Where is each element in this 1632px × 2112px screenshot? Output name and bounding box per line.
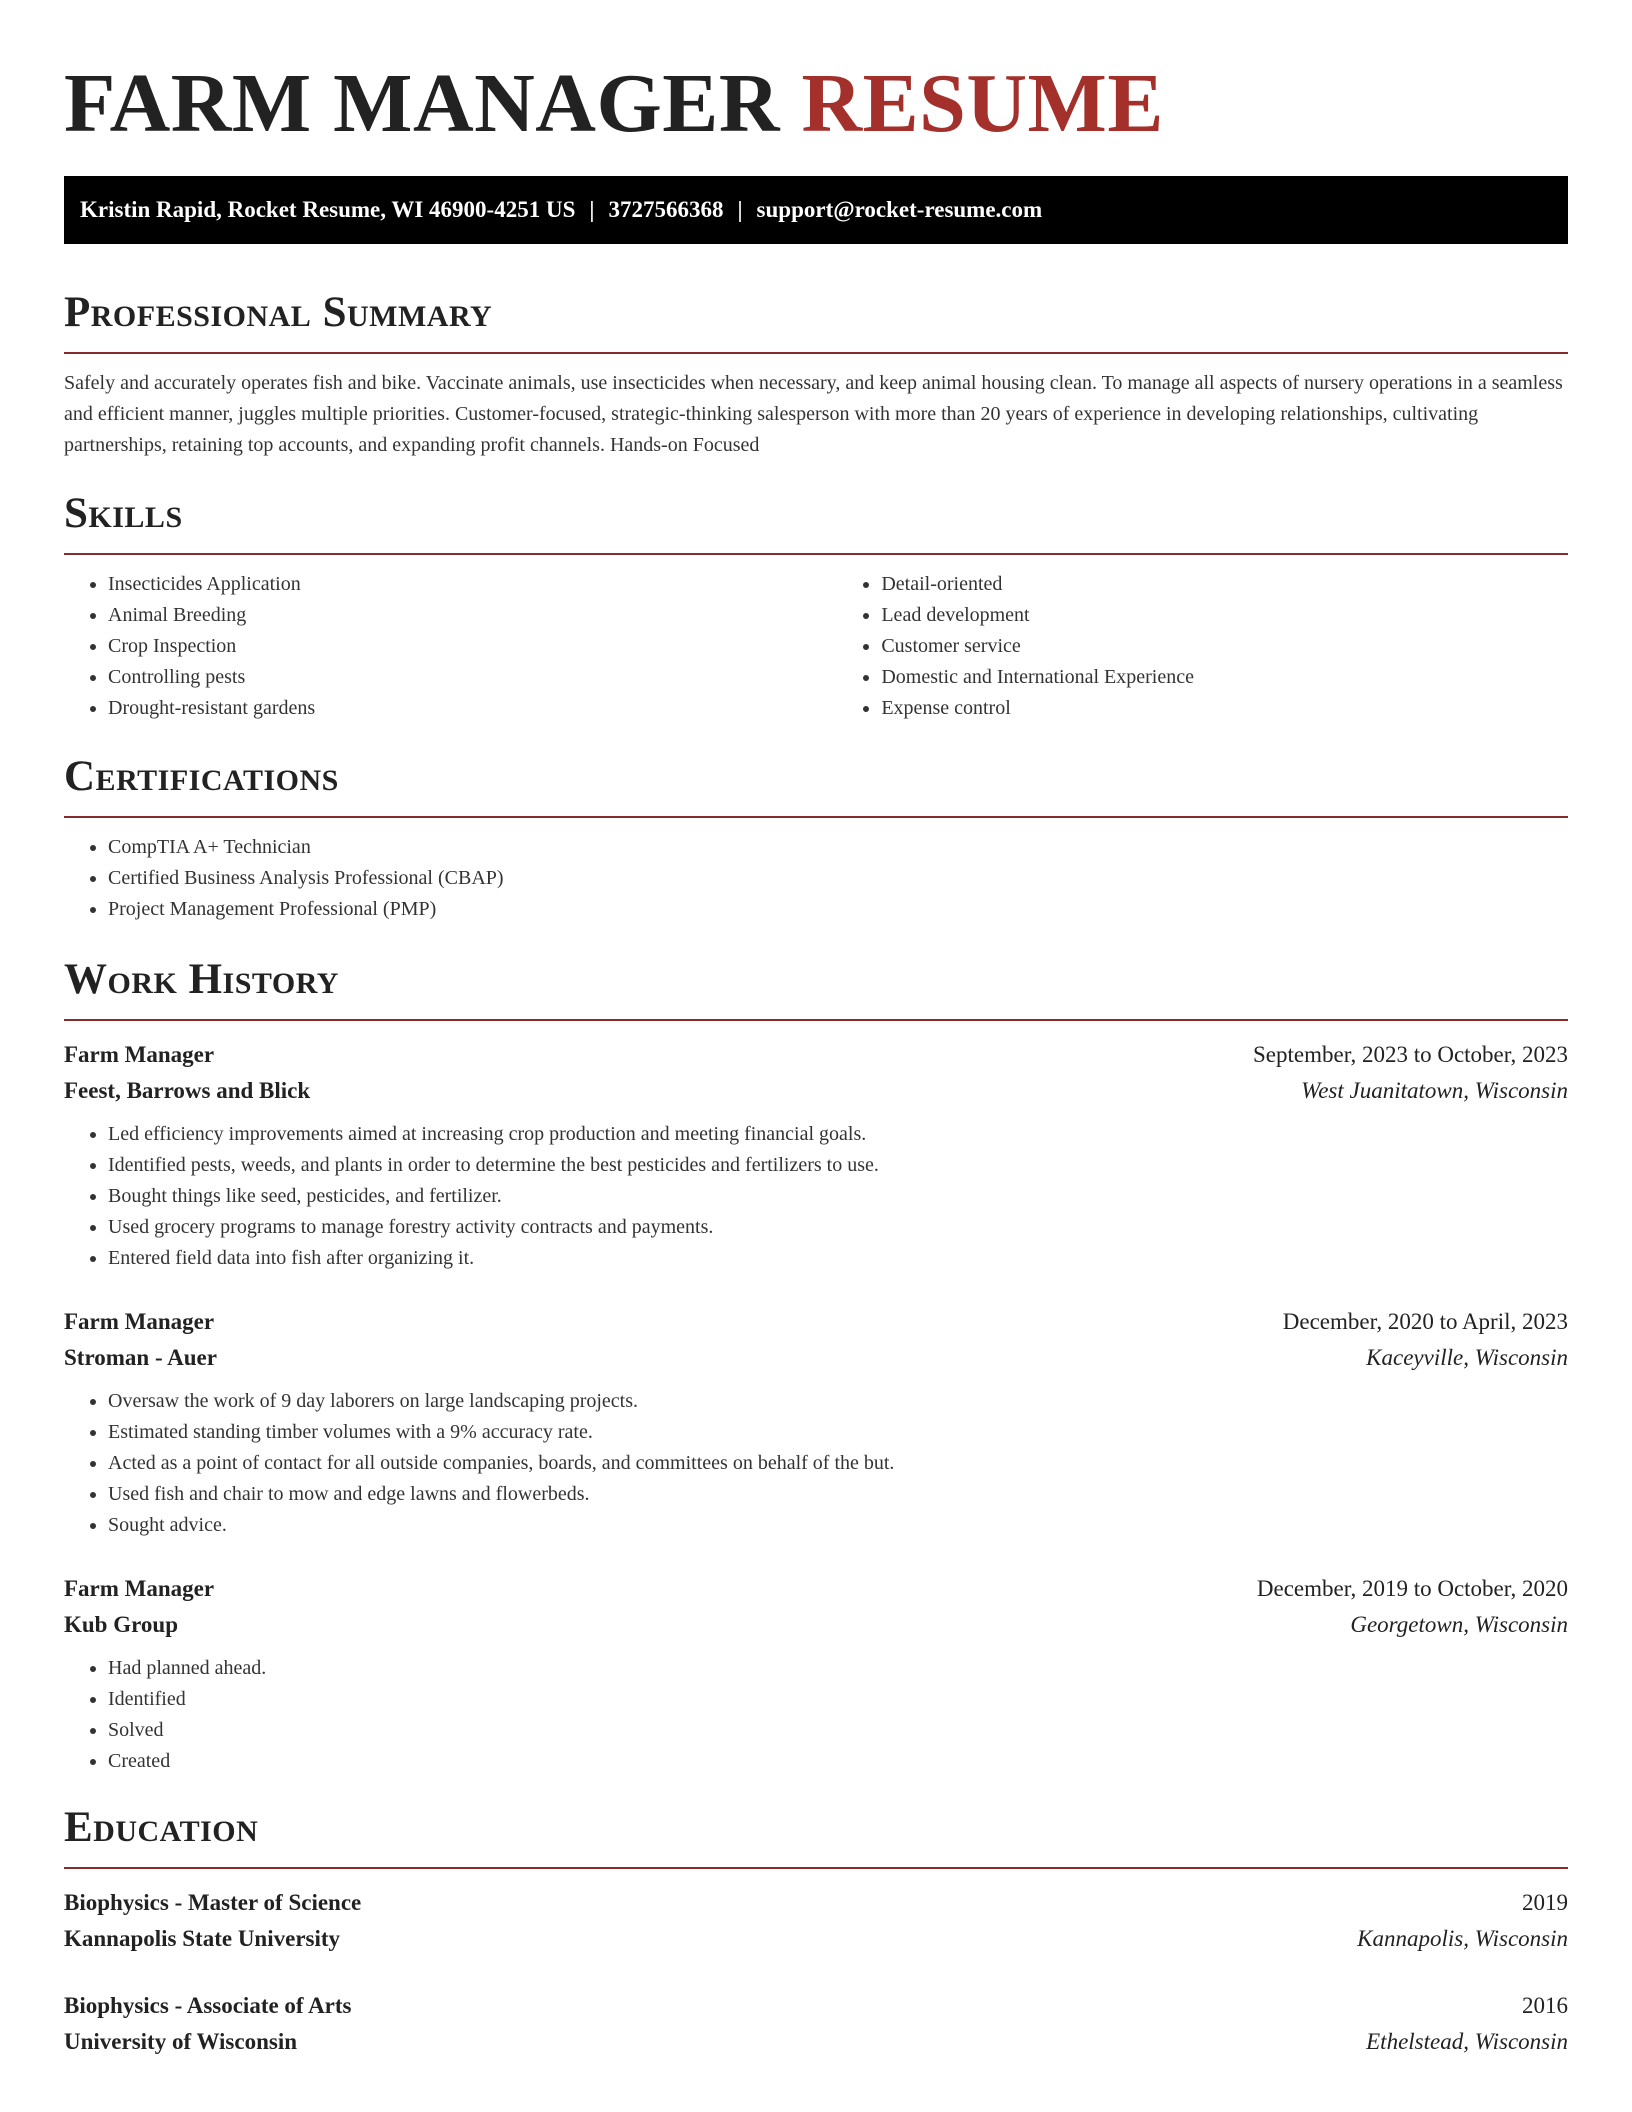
job-bullet: • Acted as a point of contact for all outside companies, boards, and committees on behalf of the but. bbox=[108, 1448, 1568, 1479]
title-main: FARM MANAGER bbox=[64, 57, 780, 150]
job-entry bbox=[64, 1037, 1568, 1274]
job-bullet: • Led efficiency improvements aimed at increasing crop production and meeting financial goals. bbox=[108, 1119, 1568, 1150]
education-degree: Biophysics - Associate of Arts bbox=[64, 1993, 352, 2018]
education-school: University of Wisconsin bbox=[64, 2029, 298, 2054]
job-title: Farm Manager bbox=[64, 1576, 215, 1601]
section-divider bbox=[64, 352, 1568, 354]
section-divider bbox=[64, 816, 1568, 818]
certifications-section bbox=[64, 752, 1568, 925]
skill-item: • Animal Breeding bbox=[108, 600, 837, 631]
job-company-row bbox=[64, 1607, 1568, 1643]
job-header-row bbox=[64, 1571, 1568, 1607]
job-bullet: • Solved bbox=[108, 1715, 1568, 1746]
certification-item: • Project Management Professional (PMP) bbox=[108, 894, 1568, 925]
page-title bbox=[64, 58, 1568, 150]
skill-item: • Customer service bbox=[881, 631, 1568, 662]
summary-text: Safely and accurately operates fish and bike. Vaccinate animals, use insecticides when necessary, and keep animal housing clean. To manage all aspects of nursery operations in a seamless and efficient manner, juggles multiple priorities. Customer-focused, strategic-thinking salesperson with more than 20 years of experience in developing relationships, cultivating partnerships, retaining top accounts, and expanding profit channels. Hands-on Focused bbox=[64, 372, 1563, 456]
job-bullet: • Bought things like seed, pesticides, and fertilizer. bbox=[108, 1181, 1568, 1212]
contact-bar bbox=[64, 176, 1568, 244]
job-bullet: • Created bbox=[108, 1746, 1568, 1777]
skill-item: • Detail-oriented bbox=[881, 569, 1568, 600]
skills-heading: Skills bbox=[64, 490, 183, 537]
skills-list-left bbox=[64, 569, 837, 724]
job-bullets bbox=[64, 1653, 1568, 1777]
skill-item: • Lead development bbox=[881, 600, 1568, 631]
skill-item: • Expense control bbox=[881, 693, 1568, 724]
skill-item: • Crop Inspection bbox=[108, 631, 837, 662]
skills-list-right bbox=[837, 569, 1568, 724]
job-company-row bbox=[64, 1073, 1568, 1109]
job-bullet: • Identified pests, weeds, and plants in order to determine the best pesticides and fertilizers to use. bbox=[108, 1150, 1568, 1181]
job-entry bbox=[64, 1571, 1568, 1777]
education-entry bbox=[64, 1885, 1568, 1957]
job-bullet: • Had planned ahead. bbox=[108, 1653, 1568, 1684]
education-school-row bbox=[64, 1921, 1568, 1957]
job-bullet: • Identified bbox=[108, 1684, 1568, 1715]
education-degree: Biophysics - Master of Science bbox=[64, 1890, 362, 1915]
job-bullet: • Estimated standing timber volumes with a 9% accuracy rate. bbox=[108, 1417, 1568, 1448]
job-dates: September, 2023 to October, 2023 bbox=[1253, 1042, 1568, 1067]
education-degree-row bbox=[64, 1988, 1568, 2024]
summary-section bbox=[64, 288, 1568, 461]
job-bullet: • Sought advice. bbox=[108, 1510, 1568, 1541]
skills-columns bbox=[64, 569, 1568, 724]
education-year: 2016 bbox=[1522, 1993, 1568, 2018]
job-bullet: • Entered field data into fish after organizing it. bbox=[108, 1243, 1568, 1274]
job-location: Kaceyville, Wisconsin bbox=[1366, 1345, 1568, 1370]
job-dates: December, 2020 to April, 2023 bbox=[1282, 1309, 1568, 1334]
job-header-row bbox=[64, 1037, 1568, 1073]
job-company-row bbox=[64, 1340, 1568, 1376]
job-bullet: • Used fish and chair to mow and edge lawns and flowerbeds. bbox=[108, 1479, 1568, 1510]
skill-item: • Domestic and International Experience bbox=[881, 662, 1568, 693]
job-bullet: • Used grocery programs to manage forestry activity contracts and payments. bbox=[108, 1212, 1568, 1243]
section-divider bbox=[64, 1019, 1568, 1021]
section-divider bbox=[64, 553, 1568, 555]
job-company: Feest, Barrows and Blick bbox=[64, 1078, 311, 1103]
certifications-list bbox=[64, 832, 1568, 925]
job-title: Farm Manager bbox=[64, 1309, 215, 1334]
certification-item: • Certified Business Analysis Professional (CBAP) bbox=[108, 863, 1568, 894]
summary-heading: Professional Summary bbox=[64, 289, 493, 336]
contact-phone: 3727566368 bbox=[608, 197, 724, 222]
education-school: Kannapolis State University bbox=[64, 1926, 341, 1951]
skill-item: • Controlling pests bbox=[108, 662, 837, 693]
certifications-heading: Certifications bbox=[64, 753, 339, 800]
work-history-section bbox=[64, 955, 1568, 1777]
job-entry bbox=[64, 1304, 1568, 1541]
job-bullet: • Oversaw the work of 9 day laborers on large landscaping projects. bbox=[108, 1386, 1568, 1417]
skills-section bbox=[64, 489, 1568, 724]
education-heading: Education bbox=[64, 1804, 259, 1851]
education-year: 2019 bbox=[1522, 1890, 1568, 1915]
resume-page bbox=[64, 0, 1568, 2060]
education-school-row bbox=[64, 2024, 1568, 2060]
job-company: Stroman - Auer bbox=[64, 1345, 217, 1370]
contact-separator: | bbox=[589, 197, 595, 222]
job-bullets bbox=[64, 1119, 1568, 1274]
certification-item: • CompTIA A+ Technician bbox=[108, 832, 1568, 863]
skill-item: • Drought-resistant gardens bbox=[108, 693, 837, 724]
education-location: Kannapolis, Wisconsin bbox=[1357, 1926, 1568, 1951]
job-title: Farm Manager bbox=[64, 1042, 215, 1067]
job-company: Kub Group bbox=[64, 1612, 178, 1637]
job-header-row bbox=[64, 1304, 1568, 1340]
education-degree-row bbox=[64, 1885, 1568, 1921]
contact-address: Kristin Rapid, Rocket Resume, WI 46900-4251 US bbox=[80, 197, 576, 222]
education-entry bbox=[64, 1988, 1568, 2060]
job-bullets bbox=[64, 1386, 1568, 1541]
job-location: West Juanitatown, Wisconsin bbox=[1301, 1078, 1568, 1103]
job-location: Georgetown, Wisconsin bbox=[1350, 1612, 1568, 1637]
job-dates: December, 2019 to October, 2020 bbox=[1256, 1576, 1568, 1601]
education-section bbox=[64, 1803, 1568, 2060]
work-history-heading: Work History bbox=[64, 956, 339, 1003]
contact-email[interactable]: support@rocket-resume.com bbox=[756, 197, 1043, 222]
education-location: Ethelstead, Wisconsin bbox=[1366, 2029, 1568, 2054]
section-divider bbox=[64, 1867, 1568, 1869]
contact-separator: | bbox=[737, 197, 743, 222]
title-accent: RESUME bbox=[801, 57, 1164, 150]
skill-item: • Insecticides Application bbox=[108, 569, 837, 600]
